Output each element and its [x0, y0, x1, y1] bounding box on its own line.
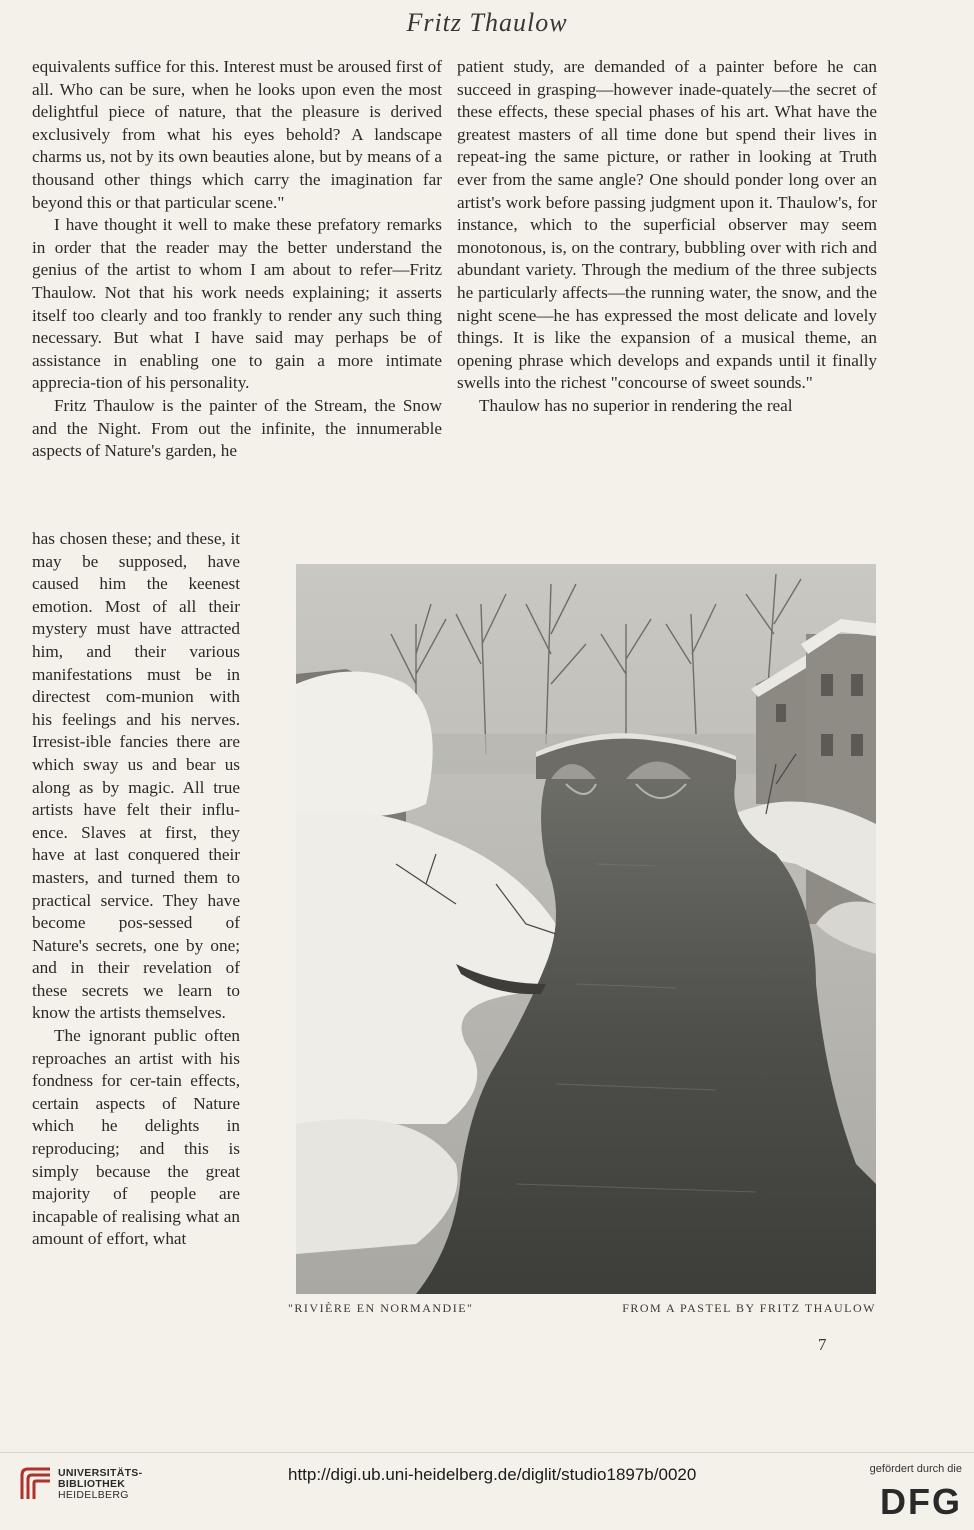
right-column [457, 56, 877, 418]
paragraph: patient study, are demanded of a painter before he can succeed in grasping—however inade-quately—the secret of these effects, these special phases of his art. What have the greatest masters of all time done but spend their lives in repeat-ing the same picture, or rather in looking at Truth ever from the same angle? One should ponder long over an artist's work before passing judgment upon it. Thaulow's, for instance, which to the superficial observer may seem monotonous, is, on the contrary, bubbling over with rich and abundant variety. Through the medium of the three subjects he particularly affects—the running water, the snow, and the night scene—he has expressed the most delicate and lovely things. It is like the expansion of a musical theme, an opening phrase which develops and expands until it finally swells into the richest "concourse of sweet sounds." [457, 57, 877, 393]
figure-caption-title: "RIVIÈRE EN NORMANDIE" [288, 1301, 474, 1315]
funded-by-label: gefördert durch die [869, 1463, 962, 1475]
paragraph: has chosen these; and these, it may be supposed, have caused him the keenest emotion. Most of all their mystery must have attracted him, and their various manifestations must be in directest com-munion with his feelings and his nerves. Irresist-ible fancies there are which sway us and bear us along as by magic. All true artists have felt their influ-ence. Slaves at first, they have at last conquered their masters, and turned them to practical service. They have become pos-sessed of Nature's secrets, one by one; and in their revelation of these secrets we learn to know the artists themselves. [32, 529, 240, 1023]
library-name [58, 1468, 142, 1501]
figure-caption-credit: FROM A PASTEL BY FRITZ THAULOW [622, 1301, 876, 1315]
paragraph: I have thought it well to make these prefatory remarks in order that the reader may the better understand the genius of the artist to whom I am about to refer—Fritz Thaulow. Not that his work needs explaining; it asserts itself too clearly and too frankly to render any such thing necessary. But what I have said may perhaps be of assistance in enabling one to gain a more intimate apprecia-tion of his personality. [32, 215, 442, 393]
page-number: 7 [818, 1335, 827, 1354]
left-narrow-column [32, 528, 240, 1251]
page-title: Fritz Thaulow [406, 8, 568, 37]
left-column [32, 56, 442, 463]
footer [0, 1452, 974, 1530]
library-name-line: HEIDELBERG [58, 1489, 129, 1501]
river-landscape-illustration [296, 564, 876, 1294]
paragraph: Fritz Thaulow is the painter of the Stream, the Snow and the Night. From out the infinite, the innumerable aspects of Nature's garden, he [32, 395, 442, 461]
paragraph: Thaulow has no superior in rendering the real [479, 395, 793, 415]
dfg-logo: DFG [880, 1481, 962, 1522]
permalink-url[interactable]: http://digi.ub.uni-heidelberg.de/diglit/studio1897b/0020 [288, 1465, 697, 1484]
paragraph: equivalents suffice for this. Interest must be aroused first of all. Who can be sure, when he looks upon even the most delightful piece of nature, that the pleasure is derived exclusively from what his eyes behold? A landscape charms us, not by its own beauties alone, but by means of a thousand other things which carry the imagination far beyond this or that particular scene." [32, 57, 442, 212]
library-name-line: UNIVERSITÄTS- [58, 1467, 143, 1479]
paragraph: The ignorant public often reproaches an artist with his fondness for cer-tain effects, certain aspects of Nature which he delights in reproducing; and this is simply because the great majority of people are incapable of realising what an amount of effort, what [32, 1026, 240, 1249]
library-name-line: BIBLIOTHEK [58, 1478, 126, 1490]
painting-image [296, 564, 876, 1294]
library-logo-icon [14, 1463, 54, 1503]
